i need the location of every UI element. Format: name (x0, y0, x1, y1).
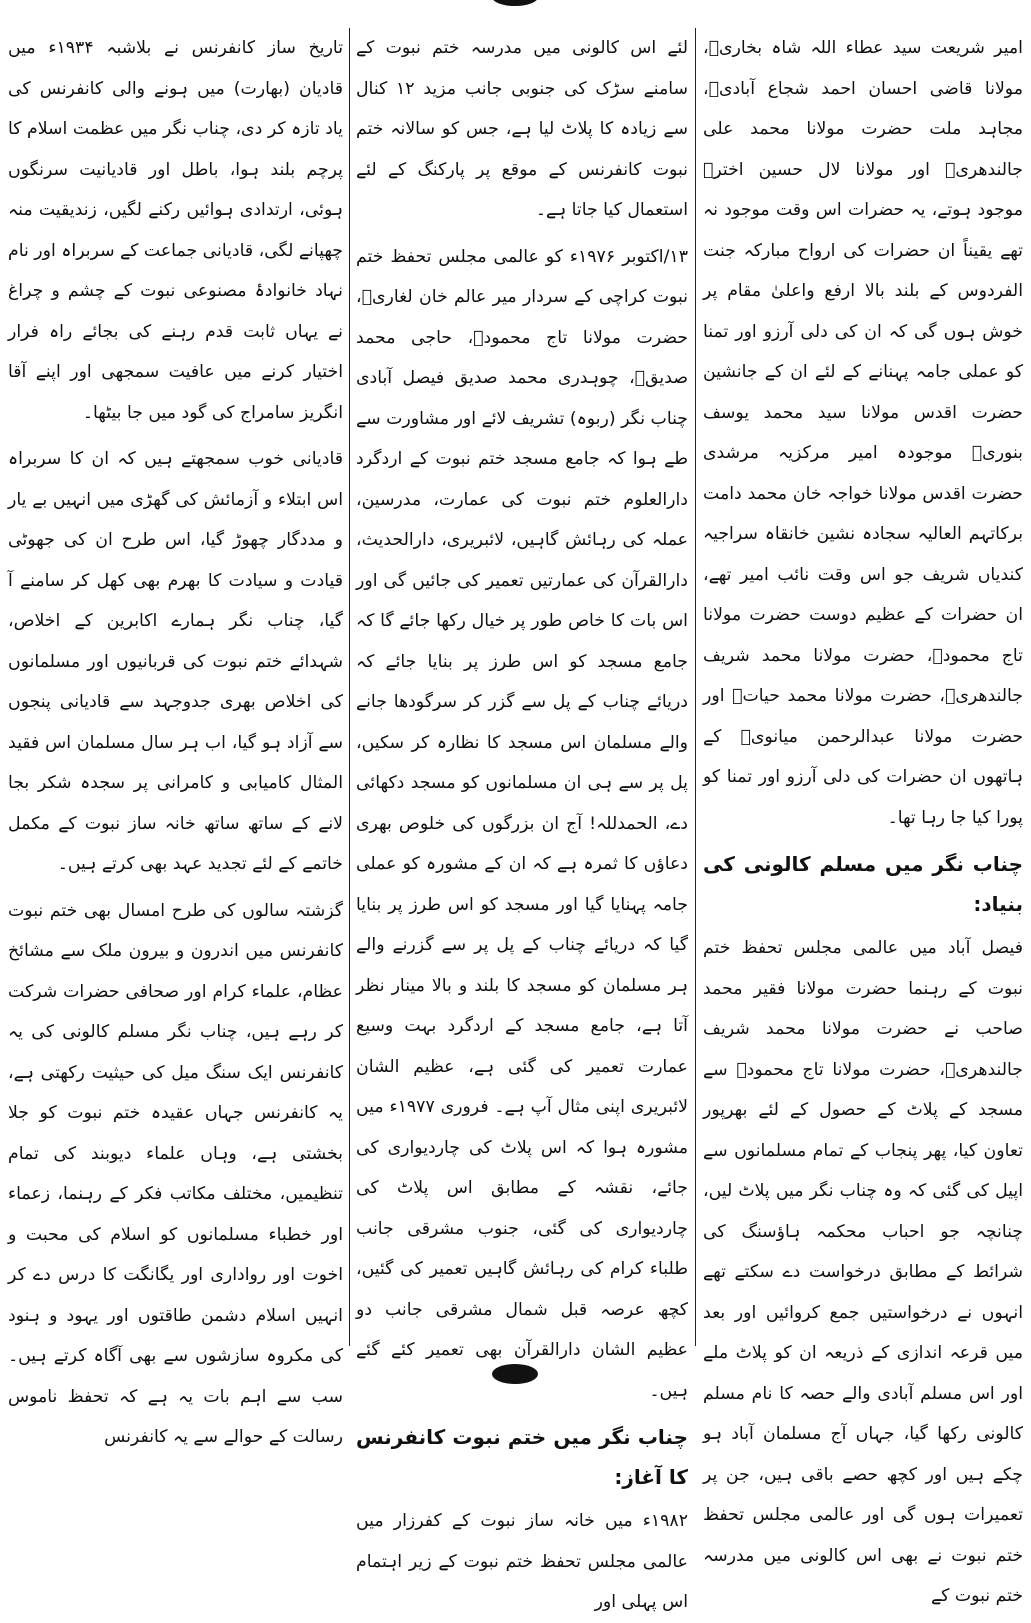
column-divider (695, 28, 696, 1346)
paragraph: امیر شریعت سید عطاء اللہ شاہ بخاریؒ، مولانا قاضی احسان احمد شجاع آبادیؒ، مجاہد ملت حضرت مولانا محمد علی جالندھریؒ اور مولانا لال حسین اخترؒ موجود ہوتے، یہ حضرات اس وقت موجود نہ تھے یقیناً ان حضرات کی ارواح مبارکہ جنت الفردوس کے بلند بالا ارفع واعلیٰ مقام پر خوش ہوں گی کہ ان کی دلی آرزو اور تمنا کو عملی جامہ پہنانے کے لئے ان کے جانشین حضرت اقدس مولانا سید محمد یوسف بنوریؒ موجودہ امیر مرکزیہ مرشدی حضرت اقدس مولانا خواجہ خان محمد دامت برکاتہم العالیہ سجادہ نشین خانقاہ سراجیہ کندیاں شریف جو اس وقت نائب امیر تھے، ان حضرات کے عظیم دوست حضرت مولانا تاج محمودؒ، حضرت مولانا محمد شریف جالندھریؒ، حضرت مولانا محمد حیاتؒ اور حضرت مولانا عبدالرحمن میانویؒ کے ہاتھوں ان حضرات کی دلی آرزو اور تمنا کو پورا کیا جا رہا تھا۔ (703, 38, 1023, 828)
section-heading: چناب نگر میں ختم نبوت کانفرنس کا آغاز: (356, 1425, 688, 1489)
column-left (8, 28, 343, 1447)
column-middle (356, 28, 688, 1612)
paragraph: فیصل آباد میں عالمی مجلس تحفظ ختم نبوت کے رہنما حضرت مولانا فقیر محمد صاحب نے حضرت مولانا محمد شریف جالندھریؒ، حضرت مولانا تاج محمودؒ سے مسجد کے پلاٹ کے حصول کے لئے بھرپور تعاون کیا، پھر پنجاب کے تمام مسلمانوں سے اپیل کی گئی کہ وہ چناب نگر میں پلاٹ لیں، چنانچہ جو احباب محکمہ ہاؤسنگ کی شرائط کے مطابق درخواست دے سکتے تھے انہوں نے درخواستیں جمع کروائیں اور بعد میں قرعہ اندازی کے ذریعہ ان کو پلاٹ ملے اور اس مسلم آبادی والے حصہ کا نام مسلم کالونی رکھا گیا، جہاں آج مسلمان آباد ہو چکے ہیں اور کچھ حصے باقی ہیں، جن پر تعمیرات ہوں گی اور عالمی مجلس تحفظ ختم نبوت نے بھی اس کالونی میں مدرسہ ختم نبوت کے (703, 938, 1023, 1606)
paragraph: تاریخ ساز کانفرنس نے بلاشبہ ۱۹۳۴ء میں قادیان (بھارت) میں ہونے والی کانفرنس کی یاد تازہ کر دی، چناب نگر میں عظمت اسلام کا پرچم بلند ہوا، باطل اور قادیانیت سرنگوں ہوئی، ارتدادی ہوائیں رکنے لگیں، زندیقیت منہ چھپانے لگی، قادیانی جماعت کے سربراہ اور نام نہاد خانوادۂ مصنوعی نبوت کے چشم و چراغ نے یہاں ثابت قدم رہنے کی بجائے راہ فرار اختیار کرنے میں عافیت سمجھی اور اپنے آقا انگریز سامراج کی گود میں جا بیٹھا۔ (8, 38, 343, 423)
paragraph: لئے اس کالونی میں مدرسہ ختم نبوت کے سامنے سڑک کی جنوبی جانب مزید ۱۲ کنال سے زیادہ کا پلاٹ لیا ہے، جس کو سالانہ ختم نبوت کانفرنس کے موقع پر پارکنگ کے لئے استعمال کیا جاتا ہے۔ (356, 38, 688, 220)
paragraph: ۱۳/اکتوبر ۱۹۷۶ء کو عالمی مجلس تحفظ ختم نبوت کراچی کے سردار میر عالم خان لغاریؒ، حضرت مولانا تاج محمودؒ، حاجی محمد صدیقؒ، چوہدری محمد صدیق فیصل آبادی چناب نگر (ربوہ) تشریف لائے اور مشاورت سے طے ہوا کہ جامع مسجد ختم نبوت کے اردگرد دارالعلوم ختم نبوت کی عمارت، مدرسین، عملہ کی رہائش گاہیں، لائبریری، دارالحدیث، دارالقرآن کی عمارتیں تعمیر کی جائیں گی اور اس بات کا خاص طور پر خیال رکھا جائے گا کہ جامع مسجد کو اس طرز پر بنایا جائے کہ دریائے چناب کے پل سے گزر کر سرگودھا جانے والے مسلمان اس مسجد کا نظارہ کر سکیں، پل پر سے ہی ان مسلمانوں کو مسجد دکھائی دے، الحمدللہ! آج ان بزرگوں کی خلوص بھری دعاؤں کا ثمرہ ہے کہ ان کے مشورہ کو عملی جامہ پہنایا گیا اور مسجد کو اس طرز پر بنایا گیا کہ دریائے چناب کے پل پر سے گزرنے والے ہر مسلمان کو مسجد کا بلند و بالا مینار نظر آتا ہے، جامع مسجد کے اردگرد بہت وسیع عمارت تعمیر کی گئی ہے، عظیم الشان لائبریری اپنی مثال آپ ہے۔ فروری ۱۹۷۷ء میں مشورہ ہوا کہ اس پلاٹ کی چاردیواری کی جائے، نقشہ کے مطابق اس پلاٹ کی چاردیواری کی گئی، جنوب مشرقی جانب طلباء کرام کی رہائش گاہیں تعمیر کی گئیں، کچھ عرصہ قبل شمال مشرقی جانب دو عظیم الشان دارالقرآن بھی تعمیر کئے گئے ہیں۔ (356, 246, 688, 1401)
column-right (703, 28, 1023, 1606)
paragraph: ۱۹۸۲ء میں خانہ ساز نبوت کے کفرزار میں عالمی مجلس تحفظ ختم نبوت کے زیر اہتمام اس پہلی اور (356, 1511, 688, 1612)
paragraph: قادیانی خوب سمجھتے ہیں کہ ان کا سربراہ اس ابتلاء و آزمائش کی گھڑی میں انہیں بے یار و مددگار چھوڑ گیا، اس طرح ان کی جھوٹی قیادت و سیادت کا بھرم بھی کھل کر سامنے آ گیا، چناب نگر ہمارے اکابرین کے اخلاص، شہدائے ختم نبوت کی قربانیوں اور مسلمانوں کی اخلاص بھری جدوجہد سے قادیانی پنجوں سے آزاد ہو گیا، اب ہر سال مسلمان اس فقید المثال کامیابی و کامرانی پر سجدہ شکر بجا لانے کے ساتھ ساتھ خانہ ساز نبوت کے مکمل خاتمے کے لئے تجدید عہد بھی کرتے ہیں۔ (8, 449, 343, 874)
column-divider (349, 28, 350, 1346)
paragraph: گزشتہ سالوں کی طرح امسال بھی ختم نبوت کانفرنس میں اندرون و بیرون ملک سے مشائخ عظام، علماء کرام اور صحافی حضرات شرکت کر رہے ہیں، چناب نگر مسلم کالونی کی یہ کانفرنس ایک سنگ میل کی حیثیت رکھتی ہے، یہ کانفرنس جہاں عقیدہ ختم نبوت کو جلا بخشتی ہے، وہاں علماء دیوبند کی تمام تنظیمیں، مختلف مکاتب فکر کے رہنما، زعماء اور خطباء مسلمانوں کو اسلام کی محبت و اخوت اور رواداری اور یگانگت کا درس دے کر انہیں اسلام دشمن طاقتوں اور یہود و ہنود کی مکروہ سازشوں سے بھی آگاہ کرتے ہیں۔ سب سے اہم بات یہ ہے کہ تحفظ ناموس رسالت کے حوالے سے یہ کانفرنس (8, 900, 343, 1447)
page-bottom-ornament (492, 1364, 538, 1384)
page-top-ornament (492, 0, 538, 6)
section-heading: چناب نگر میں مسلم کالونی کی بنیاد: (703, 852, 1023, 916)
